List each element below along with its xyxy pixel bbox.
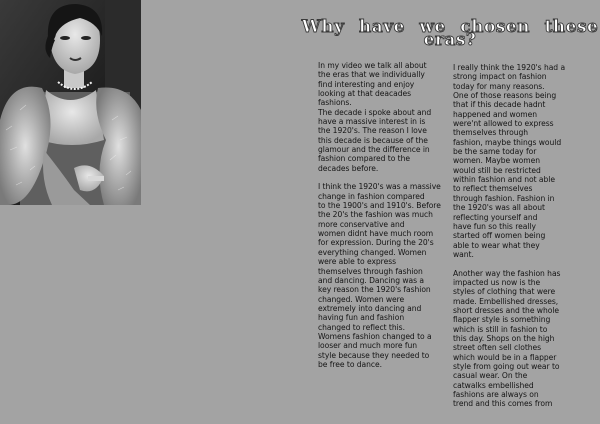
page-title: Why have we chosen these eras? <box>301 17 599 50</box>
text-column-right <box>453 63 579 409</box>
portrait-photo <box>0 0 141 205</box>
portrait-1920s-woman-icon <box>0 0 141 205</box>
paragraph: In my video we talk all about the eras that we individually find interesting and enjoy looking at that deacades fashions. The decade i spoke about and have a massive interest in is the 1920's. The reason I love this decade is because of the glamour and the difference in fashion compared to the decades before. <box>318 61 432 173</box>
paragraph: I think the 1920's was a massive change in fashion compared to the 1900's and 1910's. Before the 20's the fashion was much more conservative and women didnt have much room for expression. During the 20's everything changed. Women were able to express themselves through fashion and dancing. Dancing was a key reason the 1920's fashion changed. Women were extremely into dancing and having fun and fashion changed to reflect this. Womens fashion changed to a looser and much more fun style because they needed to be free to dance. <box>318 182 441 369</box>
paragraph: Another way the fashion has impacted us now is the styles of clothing that were made. Embellished dresses, short dresses and the whole flapper style is something which is still in fashion to this day. Shops on the high street often sell clothes which would be in a flapper style from going out wear to casual wear. On the catwalks embellished fashions are always on trend and this comes from <box>453 268 561 409</box>
paragraph: I really think the 1920's had a strong impact on fashion today for many reasons. One of those reasons being that if this decade hadnt happened and women were'nt allowed to express themselves through fashion, maybe things would be the same today for women. Maybe women would still be restricted within fashion and not able to reflect themselves through fashion. Fashion in the 1920's was all about reflecting yourself and have fun so this really started off women being able to wear what they want. <box>453 63 566 259</box>
text-column-left <box>318 61 453 369</box>
